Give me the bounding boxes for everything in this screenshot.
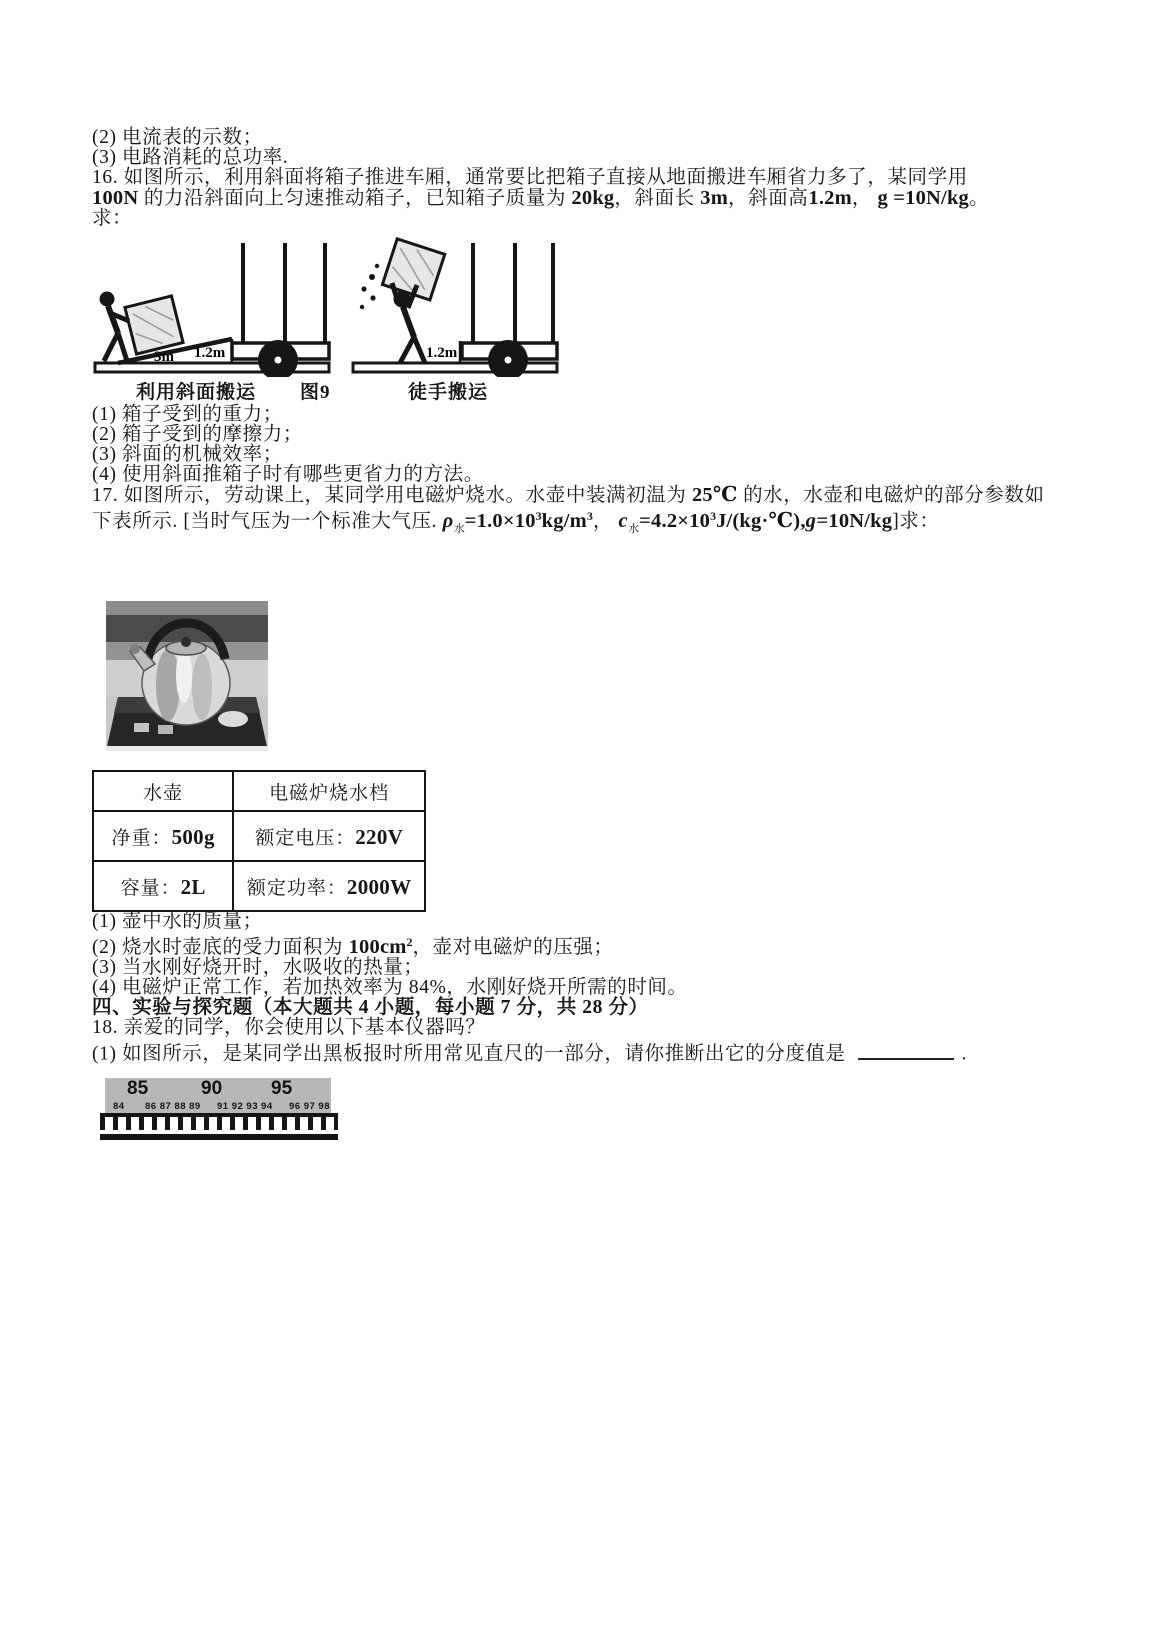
- q18-item-1: (1) 如图所示，是某同学出黑板报时所用常见直尺的一部分，请你推断出它的分度值是 .: [92, 1038, 1088, 1065]
- q17-stem-line1: 17. 如图所示，劳动课上，某同学用电磁炉烧水。水壶中装满初温为 25℃ 的水，水壶和电磁炉的部分参数如: [92, 484, 1045, 506]
- height-label-right: 1.2m: [426, 345, 458, 361]
- q16-item-2: (2) 箱子受到的摩擦力；: [92, 424, 303, 445]
- q15-item-2: (2) 电流表的示数；: [92, 127, 263, 148]
- figure-caption-number: 图9: [300, 382, 331, 403]
- q17-item-4: (4) 电磁炉正常工作，若加热效率为 84%，水刚好烧开所需的时间。: [92, 977, 688, 998]
- box-on-ramp: [125, 296, 183, 354]
- hand-carry-figure: [350, 237, 560, 377]
- ruler-number-major: 90: [201, 1077, 223, 1099]
- q18-stem: 18. 亲爱的同学，你会使用以下基本仪器吗？: [92, 1017, 486, 1038]
- lid-knob: [181, 637, 191, 647]
- q17-stem-line2: 下表所示. [当时气压为一个标准大气压. $\rho_水=1.0\times 10^3kg/m^3$， $c_水=4.2\times 10^3J/(kg\cdot℃),g=10N/kg$]求：: [92, 509, 940, 535]
- value-100cm2: 100cm: [348, 936, 407, 958]
- person-pushing: [100, 292, 129, 361]
- value-20kg: 20kg: [571, 187, 615, 209]
- ruler-number: 86 87 88 89: [145, 1100, 201, 1112]
- value-1-2m: 1.2m: [808, 187, 852, 209]
- ruler-number-major: 95: [271, 1077, 293, 1099]
- value-100N: 100N: [92, 187, 139, 209]
- fill-in-blank: [858, 1038, 954, 1060]
- whistle-cap: [130, 644, 140, 654]
- truck-frame: [473, 243, 553, 343]
- figure-caption-right: 徒手搬运: [408, 382, 489, 403]
- rho-symbol: ρ: [442, 510, 454, 532]
- slope-length-label: 3m: [154, 349, 174, 365]
- header-kettle: 水壶: [93, 771, 233, 811]
- q16-stem-line1: 16. 如图所示，利用斜面将箱子推进车厢，通常要比把箱子直接从地面搬进车厢省力多了，某同学用: [92, 167, 968, 188]
- height-label-left: 1.2m: [194, 345, 226, 361]
- truck-frame: [243, 243, 325, 343]
- q17-item-3: (3) 当水刚好烧开时，水吸收的热量；: [92, 957, 424, 978]
- q15-item-3: (3) 电路消耗的总功率.: [92, 147, 289, 168]
- value-g: g =10N/kg: [877, 187, 970, 209]
- q16-stem-line2: 100N 的力沿斜面向上匀速推动箱子，已知箱子质量为 20kg，斜面长 3m，斜面高1.2m， g =10N/kg。: [92, 187, 990, 209]
- value-3m: 3m: [700, 187, 728, 209]
- q16-item-3: (3) 斜面的机械效率；: [92, 444, 283, 465]
- photo-background-band: [106, 601, 268, 615]
- c-symbol: c: [618, 510, 629, 532]
- spec-table-header-row: [93, 771, 425, 811]
- q17-item-1: (1) 壶中水的质量；: [92, 911, 263, 932]
- figure-caption-left: 利用斜面搬运: [136, 382, 257, 403]
- q17-item-2: (2) 烧水时壶底的受力面积为 $100cm^2$，壶对电磁炉的压强；: [92, 935, 614, 958]
- q16-item-1: (1) 箱子受到的重力；: [92, 404, 283, 425]
- value-25C: 25℃: [691, 484, 738, 506]
- ruler-number: 96 97 98: [289, 1100, 330, 1112]
- kettle-photo: [106, 601, 268, 751]
- q16-item-4: (4) 使用斜面推箱子时有哪些更省力的方法。: [92, 464, 484, 485]
- rated-voltage-value: 220V: [355, 824, 404, 849]
- net-weight-value: 500g: [171, 824, 215, 849]
- sweat-drops: [360, 264, 379, 309]
- incline-loading-figure: [92, 237, 332, 377]
- g-symbol: g: [805, 510, 817, 532]
- wheel-hub: [275, 357, 282, 364]
- spec-table-row-2: 容量：2L 额定功率：2000W: [93, 861, 425, 911]
- capacity-value: 2L: [180, 874, 206, 899]
- ruler-tick-comb: [100, 1113, 338, 1140]
- ruler-number-major: 85: [127, 1077, 149, 1099]
- section-4-heading: 四、实验与探究题（本大题共 4 小题，每小题 7 分，共 28 分）: [92, 997, 649, 1018]
- ruler-figure: [100, 1078, 338, 1136]
- ruler-scale-band: [105, 1078, 331, 1113]
- spec-table-row-1: 净重：500g 额定电压：220V: [93, 811, 425, 861]
- control-oval: [218, 711, 248, 727]
- ruler-number: 84: [113, 1100, 125, 1112]
- q16-seek-label: 求：: [92, 208, 133, 229]
- ruler-number: 91 92 93 94: [217, 1100, 273, 1112]
- figure-9: [92, 237, 1088, 405]
- wheel-hub: [505, 357, 512, 364]
- header-cooker: 电磁炉烧水档: [233, 771, 425, 811]
- rated-power-value: 2000W: [346, 874, 412, 899]
- spec-table: [92, 770, 426, 912]
